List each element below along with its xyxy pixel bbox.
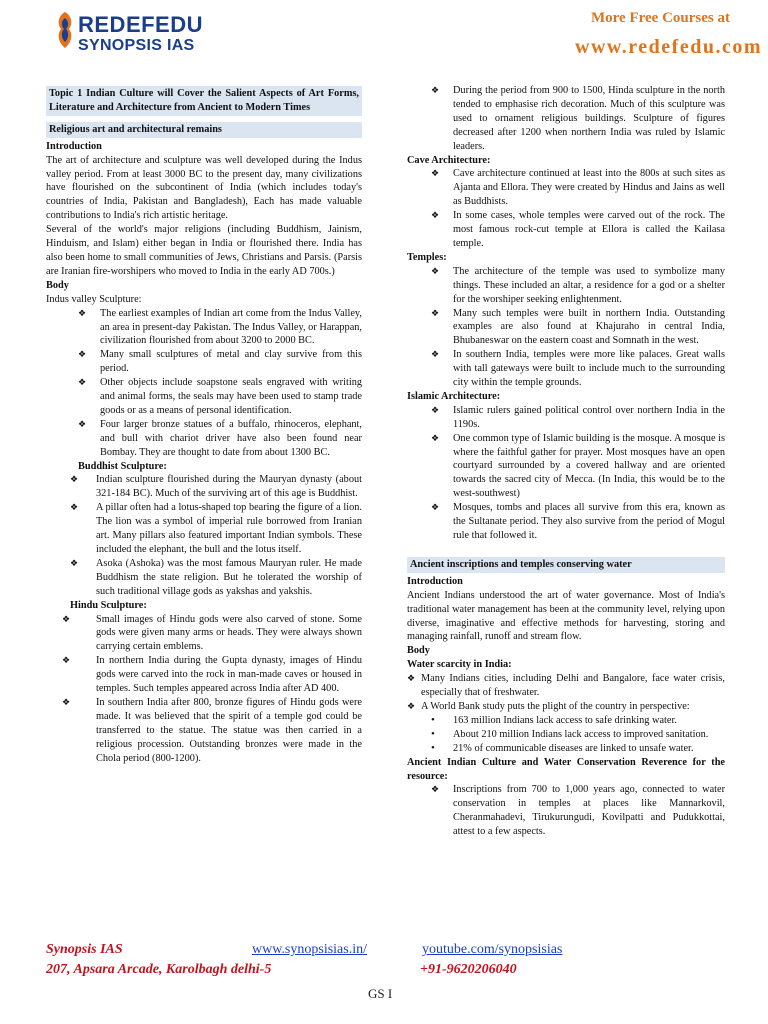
buddhist-list <box>46 473 362 598</box>
list-item: ❖ Four larger bronze statues of a buffalo, rhinoceros, elephant, and bull with chariot driver have also been found near Bombay. They are thought to date from about 1300 BC. <box>46 418 362 460</box>
scarcity-stats-list <box>407 714 725 756</box>
continued-list <box>407 84 725 154</box>
water-intro-paragraph: Ancient Indians understood the art of water governance. Most of India's traditional water management has been at the community level, relying upon diverse, imaginative and effective methods for harvesting, storing and managing rainfall, runoff and stream flow. <box>407 589 725 643</box>
reverence-heading: Ancient Indian Culture and Water Conservation Reverence for the resource: <box>407 756 725 782</box>
list-item: ❖ One common type of Islamic building is the mosque. A mosque is where the faithful gather for prayer. Most mosques have an open courtyard surrounded by a covered hallway and are oriented towards the sacred city of Mecca. (In India, this would be to the west-southwest) <box>407 432 725 502</box>
list-item: ❖ Many such temples were built in northern India. Outstanding examples are also found at Khajuraho in central India, Bhubaneswar on the eastern coast and Somnath in the west. <box>407 307 725 349</box>
page-header <box>0 0 768 70</box>
list-item: ❖ A pillar often had a lotus-shaped top bearing the figure of a lion. The lion was a symbol of imperial rule borrowed from Iranian art. Many pillars also featured important Indian symbols. These included the elephant, the bull and the lotus itself. <box>46 501 362 557</box>
indus-list <box>46 307 362 460</box>
reverence-list <box>407 783 725 839</box>
list-item: ❖ Inscriptions from 700 to 1,000 years ago, connected to water conservation in temples at places like Mannarkovil, Cheranmahadevi, Tirukurungudi, Kovilpatti and Pudukkottai, attest to a few aspects. <box>407 783 725 839</box>
section-banner: Religious art and architectural remains <box>46 122 362 138</box>
list-item: ❖ Many Indians cities, including Delhi and Bangalore, face water crisis, especially that of freshwater. <box>407 672 725 700</box>
intro-paragraph: Several of the world's major religions (including Buddhism, Jainism, Hinduism, and Islam) either began in India or flourished there. India has also been home to small communities of Jews, Christians and Parsis. (Parsis are Iranian fire-worshipers who moved to India in the early AD 700s.) <box>46 224 362 277</box>
temples-list <box>407 265 725 390</box>
scarcity-list <box>407 672 725 714</box>
list-item: ❖ In some cases, whole temples were carved out of the rock. The most famous rock-cut temple at Ellora is called the Kailasa temple. <box>407 209 725 251</box>
footer-phone: +91-9620206040 <box>420 962 517 977</box>
footer-brand: Synopsis IAS <box>46 942 123 957</box>
list-item: • About 210 million Indians lack access to improved sanitation. <box>407 728 725 742</box>
water-body-heading: Body <box>407 645 430 657</box>
list-item: ❖ During the period from 900 to 1500, Hinda sculpture in the north tended to emphasise rich decoration. Much of this sculpture was used to ornament religious buildings. Sculpture of figures decreased after 1200 when northern India was ruled by Islamic leaders. <box>407 84 725 154</box>
left-column <box>46 84 362 766</box>
logo-icon <box>54 10 76 50</box>
list-item: • 163 million Indians lack access to safe drinking water. <box>407 714 725 728</box>
list-item: ❖ In southern India, temples were more like palaces. Great walls with tall gateways were built to include much to the surrounding city within the temple grounds. <box>407 348 725 390</box>
list-item: ❖ In southern India after 800, bronze figures of Hindu gods were made. It was believed that the spirit of a temple god could be transferred to the statue. The statue was then carried in a religious procession. Outstanding bronzes were made in the Chola period (800-1200). <box>46 696 362 766</box>
list-item: ❖ Small images of Hindu gods were also carved of stone. Some gods were given many arms or heads. They were always shown carrying certain emblems. <box>46 613 362 655</box>
list-item: ❖ Many small sculptures of metal and clay survive from this period. <box>46 348 362 376</box>
header-website-link[interactable]: www.redefedu.com <box>575 36 762 58</box>
logo-name: REDEFEDU <box>78 12 204 37</box>
cave-heading: Cave Architecture: <box>407 154 491 166</box>
list-item: ❖ Asoka (Ashoka) was the most famous Mauryan ruler. He made Buddhism the state religion. But he tolerated the worship of such traditional village gods as yakshas and yakshis. <box>46 557 362 599</box>
water-section-banner: Ancient inscriptions and temples conserving water <box>407 557 725 573</box>
buddhist-heading: Buddhist Sculpture: <box>78 460 167 472</box>
islamic-list <box>407 404 725 543</box>
footer-website-link[interactable]: www.synopsisias.in/ <box>252 942 367 957</box>
logo-subtitle: SYNOPSIS IAS <box>78 37 195 54</box>
right-column <box>407 84 725 839</box>
islamic-heading: Islamic Architecture: <box>407 390 501 402</box>
cave-list <box>407 167 725 250</box>
list-item: ❖ Mosques, tombs and places all survive from this era, known as the Sultanate period. They also survive from the period of Mogul rule that followed it. <box>407 501 725 543</box>
scarcity-heading: Water scarcity in India: <box>407 659 512 671</box>
page-number: GS I <box>368 986 393 1001</box>
hindu-list <box>46 613 362 766</box>
list-item: ❖ Islamic rulers gained political control over northern India in the 1190s. <box>407 404 725 432</box>
header-tagline: More Free Courses at <box>591 10 730 26</box>
intro-paragraph: The art of architecture and sculpture was well developed during the Indus valley period. From at least 3000 BC to the present day, many civilizations have flourished on the subcontinent of India (which includes today's countries of India, Pakistan and Bangladesh), Each has made valuable contributions to India's rich artistic heritage. <box>46 154 362 222</box>
list-item: • 21% of communicable diseases are linked to unsafe water. <box>407 742 725 756</box>
list-item: ❖ Other objects include soapstone seals engraved with writing and animal forms, the seals may have been used to stamp trade goods or as a means of personal identification. <box>46 376 362 418</box>
list-item: ❖ Indian sculpture flourished during the Mauryan dynasty (about 321-184 BC). Much of the surviving art of this age is Buddhist. <box>46 473 362 501</box>
body-heading: Body <box>46 279 69 291</box>
list-item: ❖ Cave architecture continued at least into the 800s at such sites as Ajanta and Ellora. They were created by Hindus and Jains as well as Buddhists. <box>407 167 725 209</box>
temples-heading: Temples: <box>407 251 447 263</box>
indus-heading: Indus valley Sculpture: <box>46 293 142 305</box>
list-item: ❖ In northern India during the Gupta dynasty, images of Hindu gods were carved into the rock in man-made caves or housed in temples. Such temples appeared across India after AD 400. <box>46 654 362 696</box>
topic-banner: Topic 1 Indian Culture will Cover the Salient Aspects of Art Forms, Literature and Architecture from Ancient to Modern Times <box>46 86 362 116</box>
footer-youtube-link[interactable]: youtube.com/synopsisias <box>422 942 563 957</box>
list-item: ❖ A World Bank study puts the plight of the country in perspective: <box>407 700 725 714</box>
water-intro-heading: Introduction <box>407 575 463 587</box>
redefedu-logo <box>54 10 264 56</box>
hindu-heading: Hindu Sculpture: <box>70 599 147 611</box>
list-item: ❖ The earliest examples of Indian art come from the Indus Valley, an area in present-day Pakistan. The Indus Valley, or Harappan, civilization flourished from about 3200 to 2000 BC. <box>46 307 362 349</box>
footer-address: 207, Apsara Arcade, Karolbagh delhi-5 <box>46 962 272 977</box>
list-item: ❖ The architecture of the temple was used to symbolize many things. These included an altar, a residence for a god or a shelter for the worshiper seeking enlightenment. <box>407 265 725 307</box>
intro-heading: Introduction <box>46 140 102 152</box>
